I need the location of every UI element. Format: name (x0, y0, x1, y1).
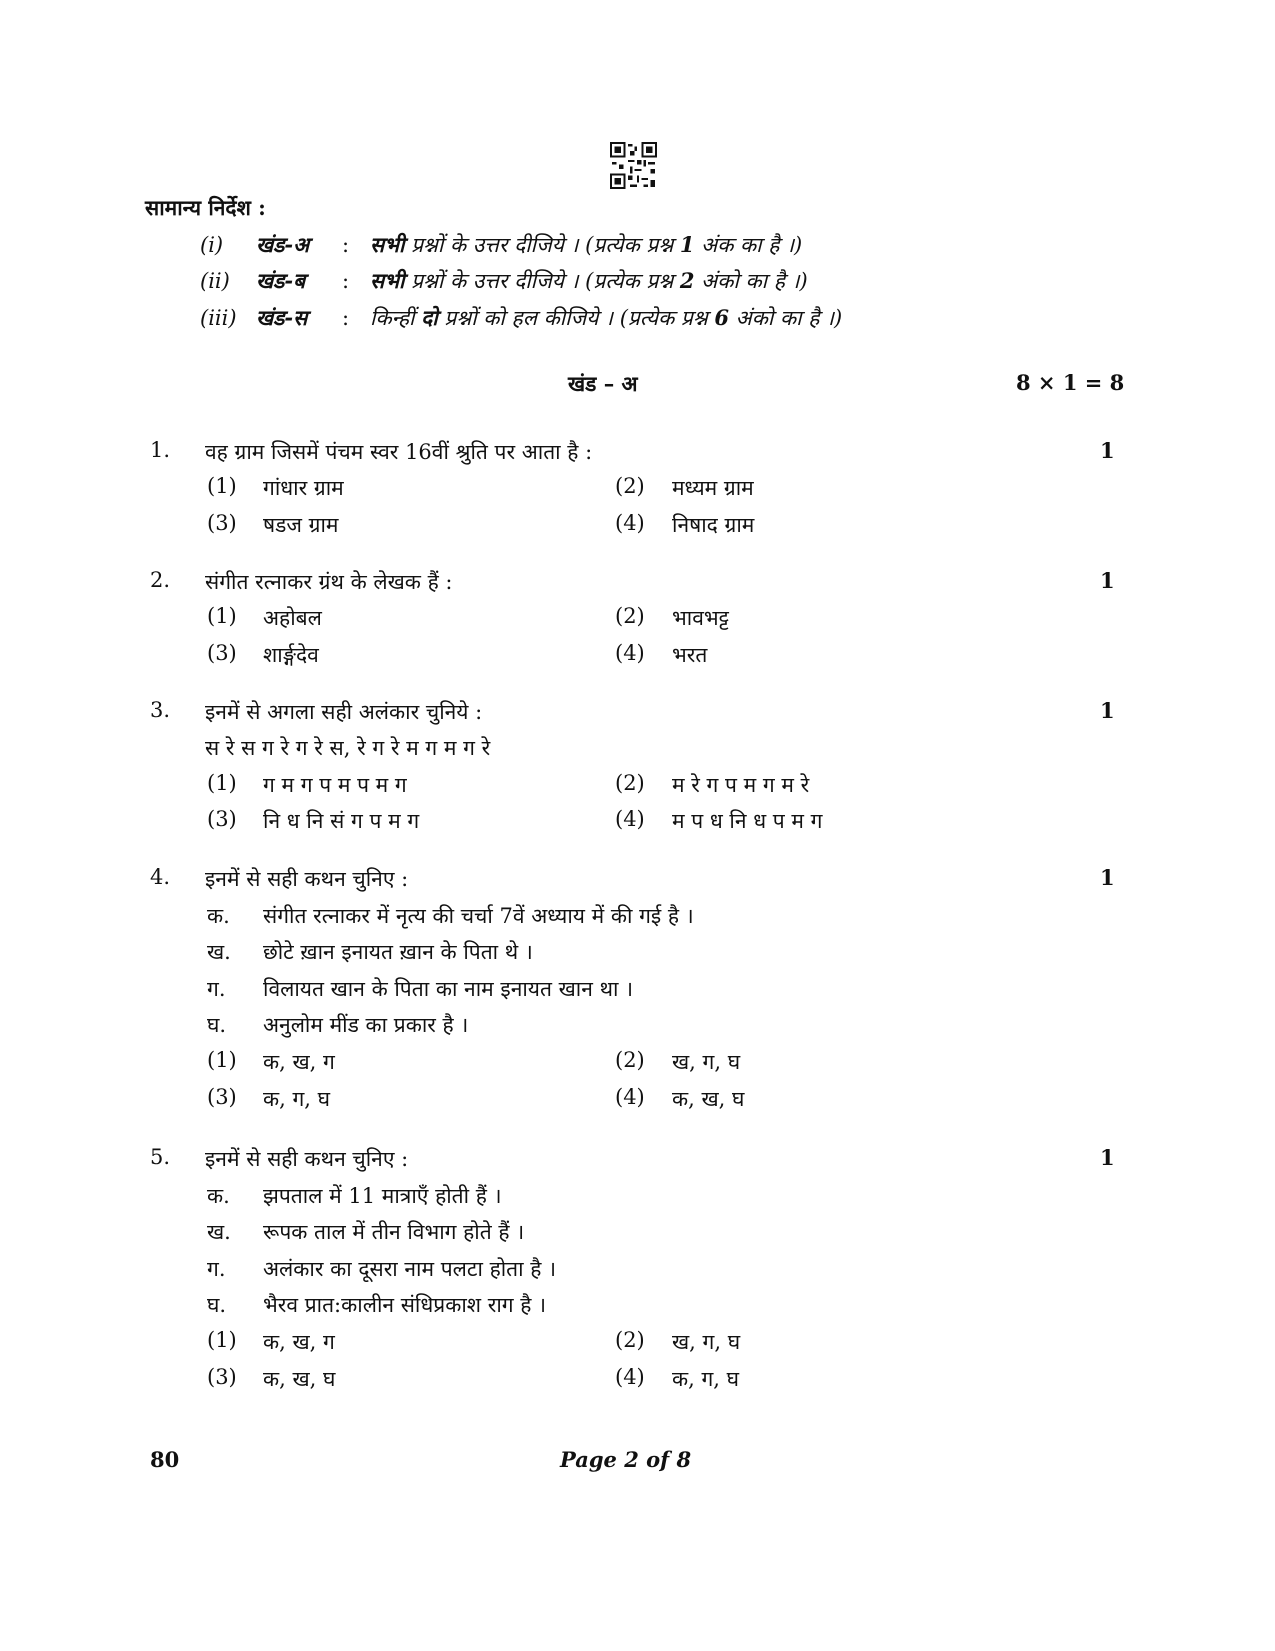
question-number: 4. (150, 865, 171, 889)
statement-label: ख. (207, 940, 231, 964)
option-text: निषाद ग्राम (672, 513, 755, 537)
instruction-number: 6 (714, 305, 729, 330)
statement-text: भैरव प्रात:कालीन संधिप्रकाश राग है । (263, 1293, 547, 1317)
option-text: ख, ग, घ (672, 1330, 741, 1354)
question-text: इनमें से अगला सही अलंकार चुनिये : (205, 700, 483, 724)
question-number: 3. (150, 698, 171, 722)
question-number: 1. (150, 438, 171, 462)
option-number: (2) (615, 604, 645, 628)
option-number: (4) (615, 1365, 645, 1389)
option-text: क, ग, घ (263, 1087, 331, 1111)
qr-code (610, 142, 657, 189)
option-text: ख, ग, घ (672, 1050, 741, 1074)
option-text: म प ध नि ध प म ग (672, 809, 823, 833)
alankar-sequence: स रे स ग रे ग रे स, रे ग रे म ग म ग रे (205, 736, 491, 760)
instruction-tail: अंक का है ।) (694, 233, 803, 257)
option-text: ग म ग प म प म ग (263, 773, 407, 797)
instruction-text: प्रश्नों के उत्तर दीजिये । (प्रत्येक प्रश्न (404, 233, 680, 257)
question-marks: 1 (1100, 865, 1115, 890)
instruction-number: 1 (679, 232, 695, 257)
statement-text: विलायत खान के पिता का नाम इनायत खान था । (263, 977, 634, 1001)
option-number: (2) (615, 1048, 645, 1072)
question-marks: 1 (1100, 438, 1115, 463)
instructions-heading: सामान्य निर्देश : (145, 195, 266, 220)
option-number: (4) (615, 511, 645, 535)
option-number: (4) (615, 1085, 645, 1109)
question-marks: 1 (1100, 698, 1115, 723)
statement-text: संगीत रत्नाकर में नृत्य की चर्चा 7वें अध्याय में की गई है । (263, 904, 694, 928)
instruction-text: प्रश्नों को हल कीजिये । (प्रत्येक प्रश्न (437, 306, 715, 330)
instruction-line (200, 304, 842, 332)
instruction-num: (i) (200, 233, 224, 257)
option-number: (3) (207, 511, 237, 535)
option-number: (1) (207, 604, 237, 628)
option-number: (3) (207, 1365, 237, 1389)
question-text: संगीत रत्नाकर ग्रंथ के लेखक हैं : (205, 570, 453, 594)
option-number: (1) (207, 474, 237, 498)
instruction-num: (ii) (200, 269, 230, 293)
option-text: भावभट्ट (672, 606, 729, 630)
option-number: (3) (207, 807, 237, 831)
statement-text: अनुलोम मींड का प्रकार है । (263, 1013, 469, 1037)
option-text: शार्ङ्गदेव (263, 643, 319, 667)
page-number: Page 2 of 8 (560, 1447, 692, 1472)
instruction-pre: किन्हीं (370, 306, 422, 330)
option-text: नि ध नि सं ग प म ग (263, 809, 420, 833)
instruction-section: खंड-अ (256, 232, 310, 257)
instruction-section: खंड-स (256, 305, 308, 330)
option-text: क, ख, ग (263, 1330, 335, 1354)
option-text: म रे ग प म ग म रे (672, 773, 810, 797)
instruction-bold: सभी (370, 232, 405, 257)
paper-code: 80 (150, 1447, 180, 1472)
option-text: मध्यम ग्राम (672, 476, 754, 500)
instruction-colon: : (342, 269, 350, 293)
option-number: (4) (615, 807, 645, 831)
option-number: (3) (207, 1085, 237, 1109)
option-number: (2) (615, 771, 645, 795)
instruction-colon: : (342, 306, 350, 330)
statement-text: झपताल में 11 मात्राएँ होती हैं । (263, 1184, 502, 1208)
instruction-bold: सभी (370, 268, 405, 293)
option-text: क, ग, घ (672, 1367, 740, 1391)
option-text: क, ख, ग (263, 1050, 335, 1074)
statement-label: ख. (207, 1220, 231, 1244)
instruction-section: खंड-ब (256, 268, 306, 293)
instruction-line (200, 231, 802, 259)
instruction-bold: दो (421, 305, 438, 330)
question-marks: 1 (1100, 568, 1115, 593)
option-number: (1) (207, 1048, 237, 1072)
statement-label: ग. (207, 977, 226, 1001)
question-text: इनमें से सही कथन चुनिए : (205, 867, 409, 891)
option-text: अहोबल (263, 606, 322, 630)
question-text: वह ग्राम जिसमें पंचम स्वर 16वीं श्रुति पर आता है : (205, 440, 593, 464)
option-text: क, ख, घ (263, 1367, 336, 1391)
option-number: (2) (615, 474, 645, 498)
option-number: (3) (207, 641, 237, 665)
section-marks: 8 × 1 = 8 (1016, 370, 1125, 395)
instruction-line (200, 267, 808, 295)
instruction-colon: : (342, 233, 350, 257)
statement-label: घ. (207, 1013, 227, 1037)
question-marks: 1 (1100, 1145, 1115, 1170)
instruction-tail: अंको का है ।) (729, 306, 843, 330)
question-number: 2. (150, 568, 171, 592)
statement-text: अलंकार का दूसरा नाम पलटा होता है । (263, 1257, 557, 1281)
statement-text: रूपक ताल में तीन विभाग होते हैं । (263, 1220, 525, 1244)
option-number: (2) (615, 1328, 645, 1352)
statement-label: क. (207, 904, 230, 928)
section-title: खंड – अ (568, 371, 638, 396)
question-text: इनमें से सही कथन चुनिए : (205, 1147, 409, 1171)
option-number: (1) (207, 1328, 237, 1352)
statement-label: घ. (207, 1293, 227, 1317)
instruction-number: 2 (679, 268, 695, 293)
instruction-num: (iii) (200, 306, 237, 330)
statement-label: ग. (207, 1257, 226, 1281)
instruction-text: प्रश्नों के उत्तर दीजिये । (प्रत्येक प्रश्न (404, 269, 680, 293)
option-text: क, ख, घ (672, 1087, 745, 1111)
option-text: षडज ग्राम (263, 513, 339, 537)
option-number: (4) (615, 641, 645, 665)
option-text: भरत (672, 643, 708, 667)
option-number: (1) (207, 771, 237, 795)
question-number: 5. (150, 1145, 171, 1169)
instruction-tail: अंको का है ।) (694, 269, 808, 293)
statement-label: क. (207, 1184, 230, 1208)
option-text: गांधार ग्राम (263, 476, 344, 500)
statement-text: छोटे ख़ान इनायत ख़ान के पिता थे । (263, 940, 533, 964)
